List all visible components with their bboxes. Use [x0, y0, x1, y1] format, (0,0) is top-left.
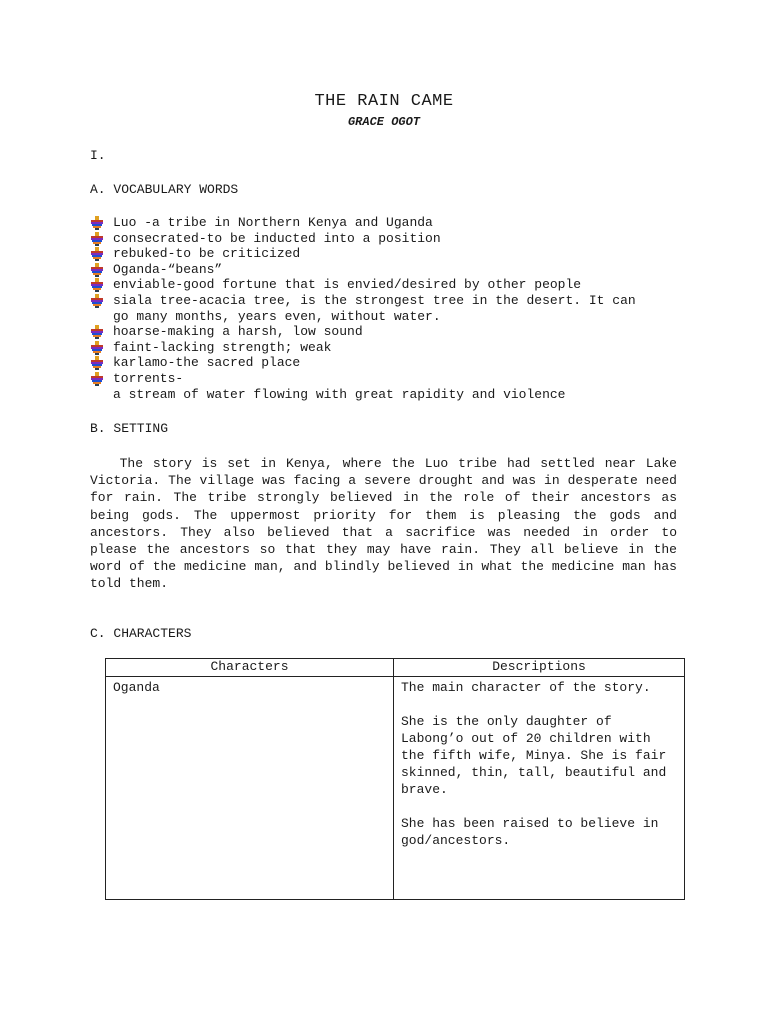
vocab-term: enviable-good fortune that is envied/desired by other people — [113, 277, 582, 293]
vocab-continuation: go many months, years even, without water. — [113, 308, 441, 324]
arrow-bullet-icon — [90, 216, 104, 230]
arrow-bullet-icon — [90, 232, 104, 246]
vocab-heading: A. VOCABULARY WORDS — [90, 182, 239, 197]
description-paragraph: She is the only daughter of Labong’o out of 20 children with the fifth wife, Minya. She is fair skinned, thin, tall, beautiful and brave. — [401, 714, 667, 797]
arrow-bullet-icon — [90, 325, 104, 339]
header-characters: Characters — [106, 659, 394, 677]
vocab-continuation: a stream of water flowing with great rapidity and violence — [113, 386, 566, 402]
vocab-term: hoarse-making a harsh, low sound — [113, 324, 363, 340]
vocab-term: rebuked-to be criticized — [113, 246, 301, 262]
vocab-term: Luo -a tribe in Northern Kenya and Uganda — [113, 215, 433, 230]
vocab-item — [90, 262, 690, 278]
setting-paragraph: The story is set in Kenya, where the Luo tribe had settled near Lake Victoria. The village was facing a severe drought and was in desperate need for rain. The tribe strongly believed in the role of their ancestors as being gods. The uppermost priority for them is pleasing the gods and ancestors. They also believed that a sacrifice was needed in order to please the ancestors so that they may have rain. They all believe in the word of the medicine man, and blindly believed in what the medicine man has told them. — [90, 456, 677, 592]
arrow-bullet-icon — [90, 247, 104, 261]
characters-table — [105, 658, 685, 900]
arrow-bullet-icon — [90, 341, 104, 355]
arrow-bullet-icon — [90, 372, 104, 386]
vocab-item — [90, 371, 690, 402]
document-author: GRACE OGOT — [347, 115, 420, 129]
header-descriptions: Descriptions — [394, 659, 685, 677]
document-title: THE RAIN CAME — [314, 92, 454, 111]
section-number: I. — [90, 148, 106, 163]
vocab-term: Oganda-“beans” — [113, 261, 223, 277]
vocab-item — [90, 355, 690, 371]
vocab-list — [90, 215, 690, 402]
setting-heading: B. SETTING — [90, 421, 169, 436]
arrow-bullet-icon — [90, 294, 104, 308]
vocab-term: faint-lacking strength; weak — [113, 339, 332, 355]
vocab-term: karlamo-the sacred place — [113, 355, 301, 371]
vocab-item — [90, 246, 690, 262]
vocab-term: siala tree-acacia tree, is the strongest tree in the desert. It can — [113, 292, 636, 308]
arrow-bullet-icon — [90, 356, 104, 370]
table-header-row — [106, 659, 685, 677]
vocab-item — [90, 231, 690, 247]
vocab-term: consecrated-to be inducted into a position — [113, 230, 441, 246]
vocab-item — [90, 324, 690, 340]
vocab-term: torrents- — [113, 370, 184, 386]
description-paragraph: She has been raised to believe in god/ancestors. — [401, 816, 659, 848]
vocab-item — [90, 215, 690, 231]
vocab-item — [90, 340, 690, 356]
arrow-bullet-icon — [90, 278, 104, 292]
table-row — [106, 677, 685, 900]
vocab-item — [90, 277, 690, 293]
character-name: Oganda — [106, 677, 394, 900]
character-description — [394, 677, 685, 900]
description-paragraph: The main character of the story. — [401, 680, 651, 695]
characters-heading: C. CHARACTERS — [90, 626, 192, 641]
arrow-bullet-icon — [90, 263, 104, 277]
vocab-item — [90, 293, 690, 324]
